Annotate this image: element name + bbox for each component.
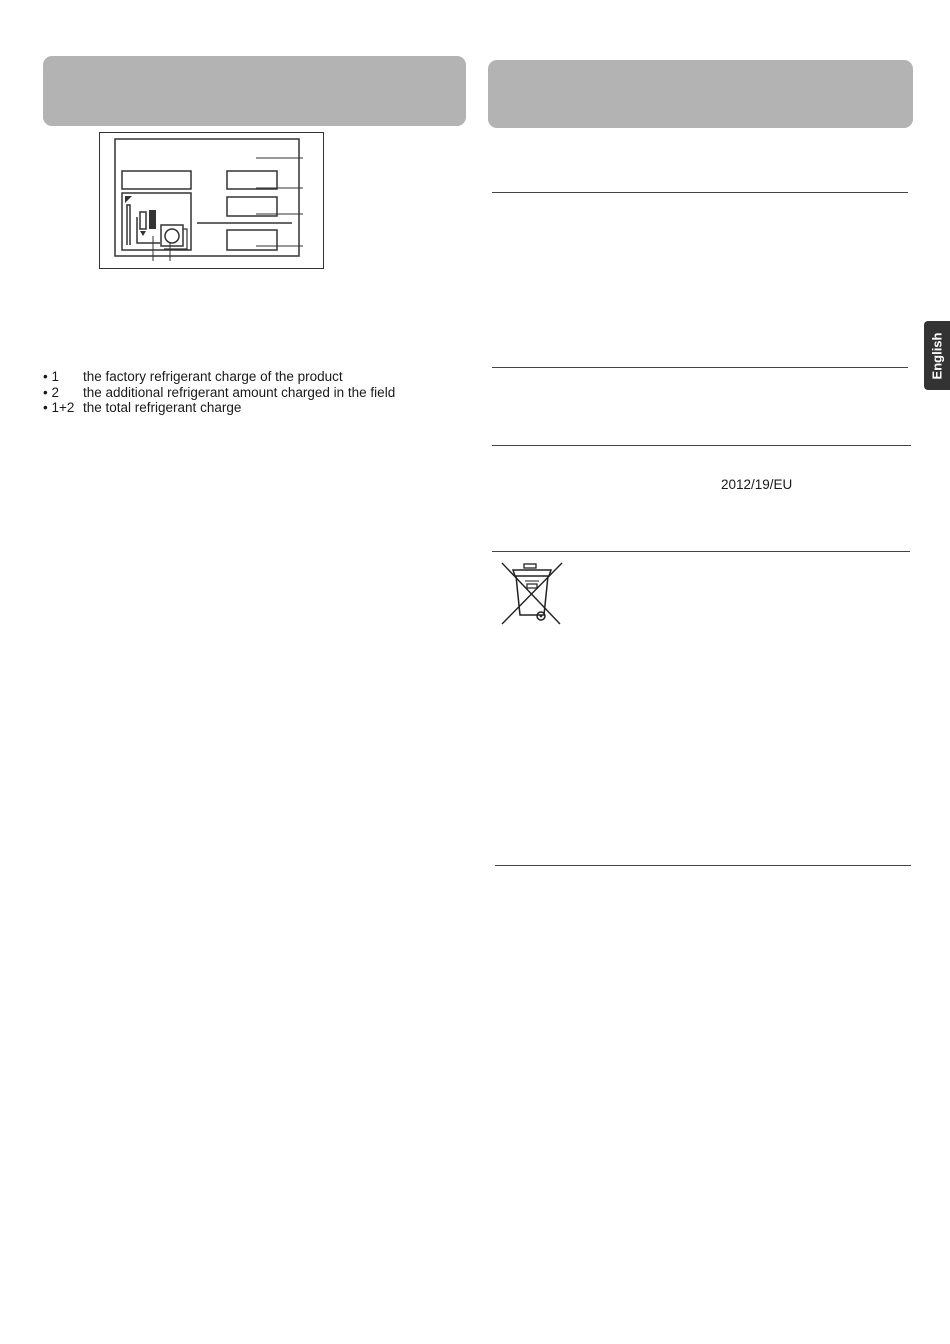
crossed-out-wheelie-bin-icon bbox=[499, 560, 565, 633]
section-header-left bbox=[43, 56, 466, 126]
language-tab-label: English bbox=[929, 332, 945, 379]
weee-directive-reference: 2012/19/EU bbox=[721, 477, 793, 492]
list-item-text: the factory refrigerant charge of the product bbox=[83, 369, 343, 384]
list-item-text: the total refrigerant charge bbox=[83, 400, 242, 415]
refrigerant-charge-label-figure bbox=[99, 132, 324, 269]
section-header-right bbox=[488, 60, 913, 128]
list-item-text: the additional refrigerant amount charged in the field bbox=[83, 384, 396, 400]
section-divider bbox=[492, 551, 910, 552]
language-tab bbox=[924, 321, 950, 390]
section-divider bbox=[492, 445, 911, 446]
section-divider bbox=[492, 367, 908, 368]
refrigerant-charge-label-icon bbox=[100, 133, 325, 270]
list-item-key: • 1+2 bbox=[43, 400, 75, 415]
list-item-key: • 2 bbox=[43, 384, 59, 400]
list-item-key: • 1 bbox=[43, 369, 59, 384]
section-divider bbox=[495, 865, 911, 866]
section-divider bbox=[492, 192, 908, 193]
